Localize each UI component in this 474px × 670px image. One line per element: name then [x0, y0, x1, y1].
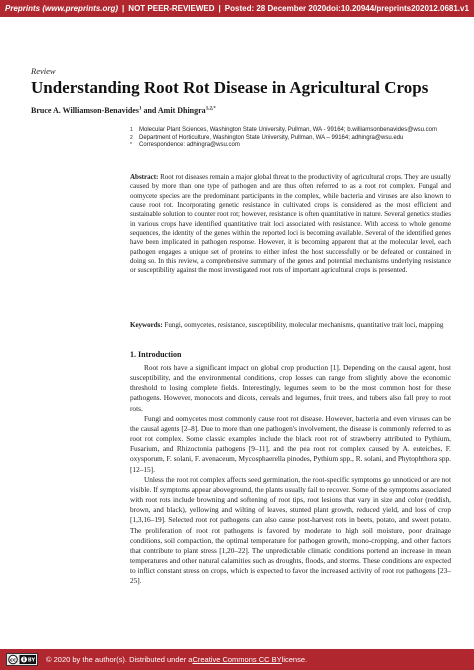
posted-date: Posted: 28 December 2020 [224, 4, 327, 13]
affiliation-text: Department of Horticulture, Washington State University, Pullman, WA – 99164; adhingra@wsu.edu [139, 134, 404, 141]
peer-review-status: NOT PEER-REVIEWED [128, 4, 215, 13]
cc-by-icon[interactable] [6, 653, 38, 666]
paper-title: Understanding Root Rot Disease in Agricultural Crops [31, 78, 429, 97]
keywords-label: Keywords: [130, 321, 163, 329]
author-name: Bruce A. Williamson-Benavides [31, 106, 139, 115]
header-separator-2: | [218, 4, 221, 13]
affiliation-item [130, 135, 460, 143]
license-footer [0, 649, 474, 670]
preprints-brand[interactable]: Preprints (www.preprints.org) [5, 4, 119, 13]
author-affiliation-marker: 1,2,* [205, 106, 216, 112]
paragraph: Unless the root rot complex affects seed germination, the root-specific symptoms go unnoticed or are not visible. If symptoms appear aboveground, the plants usually fail to recover. Some of the symptoms associated with root rots include browning and softening of root tips, root lesions that vary in size and color (reddish, brown, and black), yellowing and wilting of leaves, stunted plant growth, reduced yield, and loss of crop [1,3,16–19]. Selected root rot pathogens can also cause post-harvest rots in beets, potato, and sweet potato. The proliferation of root rot pathogens is favored by moderate to high soil moisture, poor drainage conditions, soil compaction, the optimal temperature for pathogen growth, mono-cropping, and other factors that contribute to plant stress [1,20–22]. The unpredictable climatic conditions portend an increase in mean temperatures and other natural calamities such as droughts, floods, and storms. These conditions are expected to inflict constant stress on crops, which is expected to favor the increased activity of root rot pathogens [23–25]. [130, 474, 451, 586]
introduction-body [130, 363, 451, 586]
abstract-text: Root rot diseases remain a major global threat to the productivity of agricultural crops. They are usually caused by more than one type of pathogen and are thus often referred to as a root rot complex. Fungal and oomycete species are the predominant participants in the complex, while bacteria and viruses are also known to cause root rot. Incorporating genetic resistance in cultivated crops is considered as the most efficient and sustainable solution to counter root rot; however, resistance is often quantitative in nature. Several genetics studies in various crops have identified quantitative trait loci associated with resistance. With access to whole genome sequences, the identity of the genes within the reported loci is becoming available. Several of the identified genes have been implicated in pathogen response. However, it is becoming apparent that at the molecular level, each pathogen engages a unique set of proteins to either infest the host successfully or be defeated or contained in doing so. In this review, a comprehensive summary of the genes and potential mechanisms underlying resistance or susceptibility against the most investigated root rots of important agricultural crops is presented. [130, 173, 452, 275]
svg-text:BY: BY [27, 657, 36, 664]
affiliation-item [130, 142, 460, 150]
footer-suffix: license. [281, 655, 308, 664]
abstract-label: Abstract: [130, 173, 159, 181]
article-type-label: Review [31, 66, 56, 76]
correspondence-text: Correspondence: adhingra@wsu.com [139, 142, 240, 149]
paragraph: Fungi and oomycetes most commonly cause root rot disease. However, bacteria and even viruses can be the causal agents [2–8]. Due to more than one pathogen's involvement, the disease is commonly referred to as root rot complex. Some classic examples include the black root rot of strawberry attributed to Pythium, Fusarium, and Rhizoctonia pathogens [9–11], and the pea root rot complex caused by A. euteiches, F. oxysporum, F. solani, F. avenaceum, Mycosphaerella pinodes, Pythium spp., R. solani, and Phytophthora spp. [12–15]. [130, 413, 451, 474]
affiliation-list [130, 127, 460, 150]
affiliation-number: * [130, 142, 132, 149]
paragraph: Root rots have a significant impact on global crop production [1]. Depending on the causal agent, host susceptibility, and the environmental conditions, crop losses can range from slightly above the economic threshold to losing complete fields. Interestingly, legumes seem to be the most common host for these pathogens. However, monocots and dicots, cereals and legumes, fruit trees, and tubers also fall prey to root rots. [130, 363, 451, 413]
license-link[interactable]: Creative Commons CC BY [192, 655, 282, 664]
svg-text:cc: cc [10, 657, 16, 664]
abstract [130, 173, 451, 276]
author-name: Amit Dhingra [157, 106, 206, 115]
header-left [5, 4, 326, 13]
preprint-header-banner [0, 0, 474, 17]
header-separator: | [122, 4, 125, 13]
affiliation-number: 1 [130, 127, 133, 133]
keywords-text: Fungi, oomycetes, resistance, susceptibility, molecular mechanisms, quantitative trait loci, mapping [164, 321, 444, 329]
section-heading: 1. Introduction [130, 350, 182, 359]
keywords [130, 321, 451, 330]
author-affiliation-marker: 1 [138, 106, 142, 112]
affiliation-item [130, 127, 460, 135]
author-joiner: and [141, 106, 158, 115]
affiliation-text: Molecular Plant Sciences, Washington State University, Pullman, WA - 99164; b.williamsonbenavides@wsu.com [139, 127, 437, 133]
author-list [31, 106, 216, 115]
footer-text: © 2020 by the author(s). Distributed under a [46, 655, 193, 664]
affiliation-number: 2 [130, 134, 133, 141]
doi-link[interactable]: doi:10.20944/preprints202012.0681.v1 [326, 4, 469, 13]
